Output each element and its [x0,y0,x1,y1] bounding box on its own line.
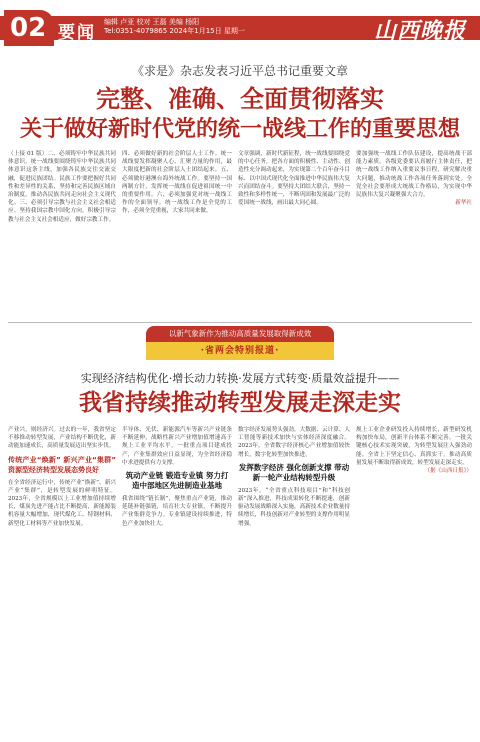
article1-column-2: 四、必须做好新的社会阶层人士工作。统一战线要发挥凝聚人心、汇聚力量的作用，最大限度把新的社会阶层人士团结起来。五、必须做好港澳台海外统战工作。要坚持一国两制方针，发挥统一战线在促进祖国统一中的重要作用。六、必须加强党对统一战线工作的全面领导。统一战线工作是全党的工作，必须全党重视，大家共同来做。 [122,151,232,215]
article2-column-2 [122,426,232,736]
article2-kicker: 实现经济结构优化·增长动力转换·发展方式转变·质量效益提升—— [80,372,400,385]
article1-column-4-text: 要加强统一战线工作队伍建设，提高统战干部能力素质。各级党委要认真履行主体责任，把统一战线工作纳入重要议事日程，研究解决重大问题，推动统战工作各项任务落到实处。全党全社会要形成大统战工作格局，为实现中华民族伟大复兴凝聚强大合力。 [356,151,472,199]
article2-column-3 [238,426,350,736]
article1-kicker: 《求是》杂志发表习近平总书记重要文章 [131,64,348,78]
article2-byline: （据《山西日报》） [424,468,472,475]
article1-title-line2: 关于做好新时代党的统一战线工作的重要思想 [19,117,460,142]
masthead-info-line1: 编辑 卢亚 校对 王磊 美编 杨阳 [104,18,200,26]
banner-bottom-text: ·省两会特别报道· [146,342,334,360]
article2-column-3-text: 数字经济发展势头强劲，大数据、云计算、人工智能等新技术加快与实体经济深度融合。2023年，全省数字经济核心产业增加值较快增长，数字化转型加快推进。 [238,427,350,458]
article1-byline: 新华社 [455,200,472,207]
article2-lead: 产业兴，则经济兴。过去的一年，我省坚定不移推动转型发展，产业结构不断优化，新动能加速成长，高质量发展迈出坚实步伐。 [8,427,116,450]
divider [8,322,472,323]
page-number: 02 [4,10,54,46]
masthead-info [104,18,245,36]
article1-column-4 [356,150,472,320]
article2-column-3-text2: 2023年，“全省重点科技项目”和“科技创新”深入推进，科技成果转化不断提速，创新驱动发展战略深入实施，高新技术企业数量持续增长，科技创新对产业转型的支撑作用明显增强。 [238,487,350,527]
newspaper-logo: 山西晚报 [373,18,466,44]
banner-top-text: 以新气象新作为推动高质量发展取得新成效 [146,326,334,342]
article2-column-2-text: 半导体、光伏、新能源汽车等新兴产业链条不断延伸，战略性新兴产业增加值增速高于规上工业平均水平。一批重点项目建成投产，产业集群效应日益显现，为全省经济稳中求进提供有力支撑。 [122,427,232,466]
article2-column-1 [8,426,116,736]
article2-column-4-text: 规上工业企业研发投入持续增长，新型研发机构加快布局，创新平台体系不断完善。一批关键核心技术实现突破，为转型发展注入强劲动能。全省上下坚定信心、真抓实干，推动高质量发展不断取得新成效，转型发展走深走实。 [356,427,472,466]
article2-column-2-text2: 我省围绕“链长制”，聚焦重点产业链，推动延链补链强链，培育壮大专业镇，不断提升产业集群竞争力。专业镇建设持续推进，特色产业加快壮大。 [122,496,232,527]
special-report-banner [146,326,334,362]
article1-column-3: 文章强调，新时代新征程，统一战线要围绕党的中心任务，把各方面的积极性、主动性、创造性充分调动起来，为实现第二个百年奋斗目标、以中国式现代化全面推进中华民族伟大复兴而团结奋斗。要坚持大团结大联合，坚持一致性和多样性统一，不断巩固和发展最广泛的爱国统一战线，画出最大同心圆。 [238,151,350,207]
article1-column-1: （上接 01 版）二、必须铸牢中华民族共同体意识。统一战线要围绕铸牢中华民族共同体意识这条主线，加强各民族交往交流交融，促进民族团结。民族工作要把握好共同性和差异性的关系，坚持和完善民族区域自治制度，推动各民族共同走向社会主义现代化。三、必须引导宗教与社会主义社会相适应。坚持我国宗教中国化方向，积极引导宗教与社会主义社会相适应，做好宗教工作。 [8,151,116,223]
article1-title-line1: 完整、准确、全面贯彻落实 [96,85,384,113]
article2-subhead-1: 传统产业“焕新” 新兴产业“集群” 资源型经济转型发展态势良好 [8,455,116,474]
article2-column-4 [356,426,472,736]
article2-subhead-3: 发挥数字经济 强化创新支撑 带动新一轮产业结构转型升级 [238,462,350,482]
masthead-info-line2: Tel:0351-4079865 2024年1月15日 星期一 [104,27,245,35]
article2-subhead-2: 筑动产业链 锻造专业镇 努力打造中部地区先进制造业基地 [125,471,229,491]
article2-title: 我省持续推动转型发展走深走实 [79,390,401,416]
section-name: 要闻 [58,23,96,43]
article2-column-1-text: 在全省经济运行中，传统产业“焕新”、新兴产业“集群”，是转型发展的鲜明特征。2023年，全省规模以上工业增加值持续增长，煤炭先进产能占比不断提高，新能源装机容量大幅增加，现代煤化工、特钢材料、新型化工材料等产业加快发展。 [8,479,116,527]
masthead [0,0,480,48]
